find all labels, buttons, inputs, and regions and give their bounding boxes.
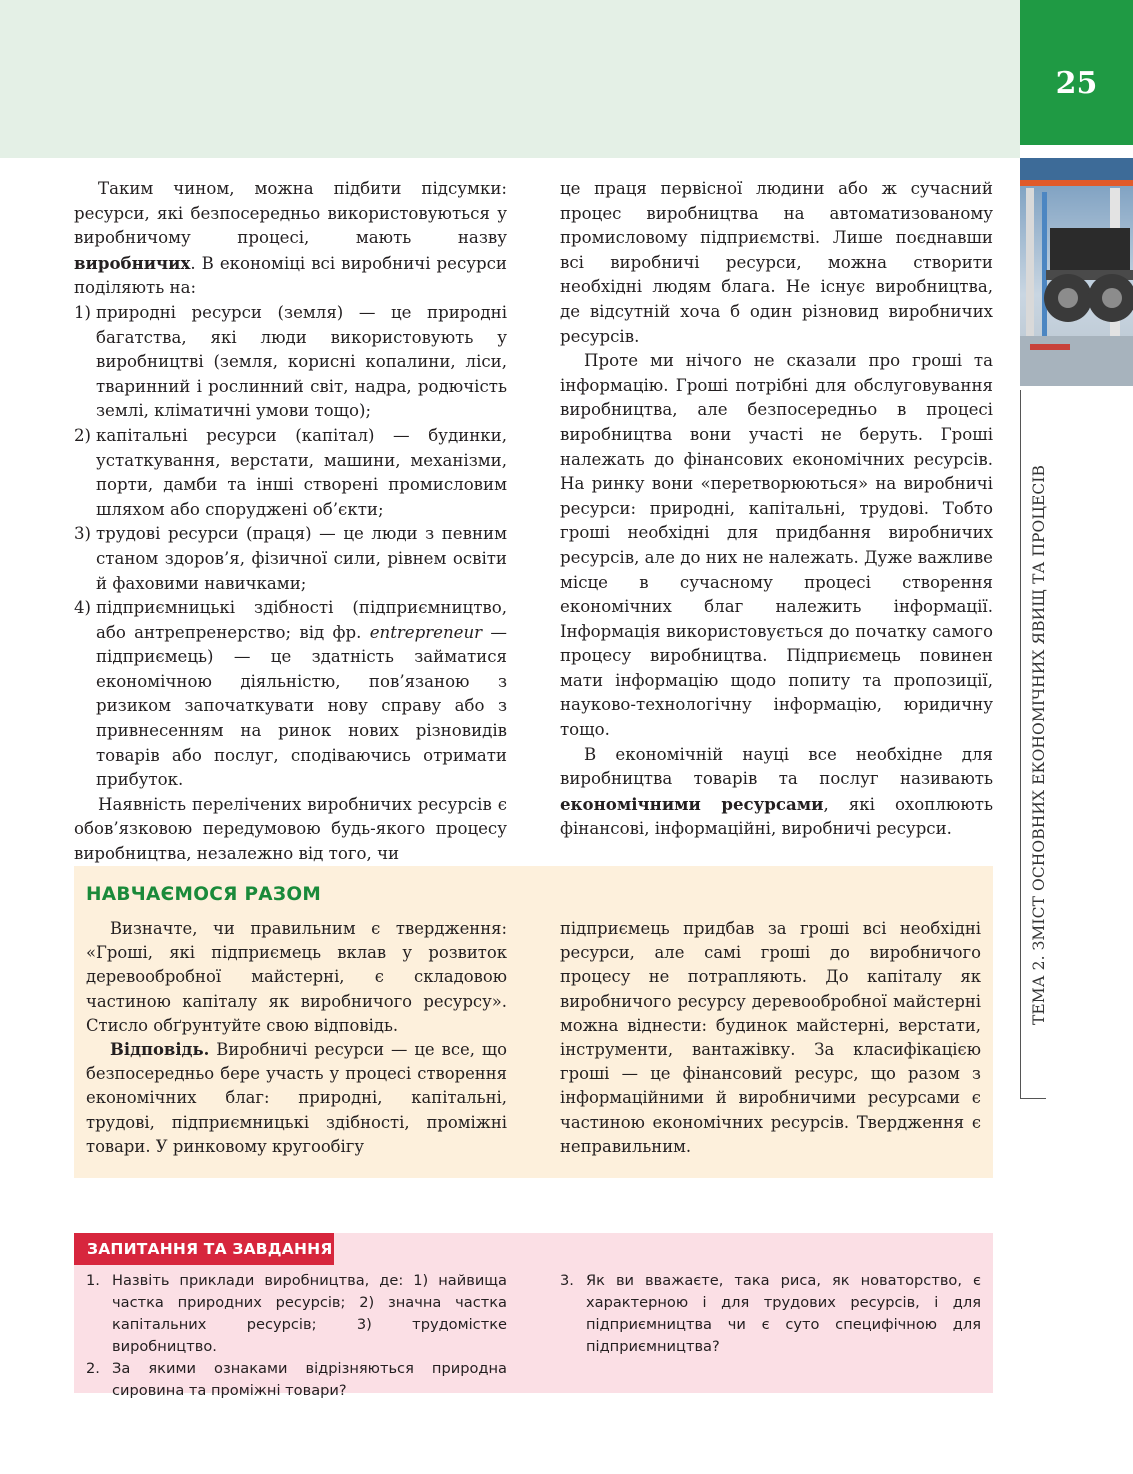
side-divider-foot <box>1020 1098 1046 1099</box>
factory-photo-illustration <box>1020 158 1133 386</box>
questions-right-column <box>560 1270 981 1358</box>
list-item-number: 3) <box>74 524 92 544</box>
list-item-text: природні ресурси (земля) — це природні багатства, які люди використовують у виробництві (земля, корисні копалини, ліси, тваринний і рослинний світ, надра, родючість землі, кліматичні умови тощо); <box>96 302 507 421</box>
learn-together-box <box>74 866 993 1178</box>
list-item <box>74 301 507 424</box>
page-number: 25 <box>1055 66 1098 101</box>
questions-title-bar <box>74 1233 334 1265</box>
answer-continuation: підприємець придбав за гроші всі необхідні ресурси, але самі гроші до виробничого процесу не потрапляють. До капіталу як виробничого ресурсу деревообробної майстерні можна віднести: будинок майстерні, верстати, інструменти, вантажівку. За класифікацією гроші — це фінансовий ресурс, що разом з інформаційними й виробничими ресурсами є частиною економічних ресурсів. Твердження є неправильним. <box>560 919 981 1156</box>
learn-left-column <box>86 917 507 1159</box>
list-item <box>74 596 507 793</box>
header-band <box>0 0 1020 158</box>
p3-term: економічними ресурсами <box>560 793 824 814</box>
question-text: Як ви вважаєте, така риса, як новаторство, є характерною і для трудових ресурсів, і для підприємництва чи є суто специфічною для підприємництва? <box>586 1272 981 1355</box>
question-item <box>86 1270 507 1358</box>
questions-title: ЗАПИТАННЯ ТА ЗАВДАННЯ <box>87 1240 333 1258</box>
intro-text-b: . В економіці всі виробничі ресурси поділяють на: <box>74 253 507 298</box>
list-item-text: капітальні ресурси (капітал) — будинки, устаткування, верстати, машини, механізми, порти, дамби та інші створені промисловим шляхом або споруджені об’єкти; <box>96 425 507 519</box>
question-item <box>86 1358 507 1402</box>
learn-right-column <box>560 917 981 1159</box>
continuation-paragraph: це праця первісної людини або ж сучасний процес виробництва на автоматизованому промисловому підприємстві. Лише поєднавши всі виробничі ресурси, можна створити необхідні людям блага. Не існує виробництва, де відсутній хоча б один різновид виробничих ресурсів. <box>560 179 993 346</box>
question-text: За якими ознаками відрізняються природна сировина та проміжні товари? <box>112 1360 507 1399</box>
side-divider <box>1020 390 1021 1099</box>
question-number: 1. <box>86 1272 100 1289</box>
list-item-number: 4) <box>74 598 92 618</box>
list-item <box>74 522 507 596</box>
list-item-number: 2) <box>74 425 92 445</box>
questions-box <box>74 1233 993 1399</box>
answer-text-a: Виробничі ресурси — це все, що безпосередньо бере участь у процесі створення економічних благ: природні, капітальні, трудові, підприємницькі здібності, проміжні товари. У ринковому кругообігу <box>86 1040 507 1156</box>
item4-foreign-term: entrepreneur <box>369 622 483 642</box>
question-number: 2. <box>86 1360 100 1377</box>
learn-question: Визначте, чи правильним є твердження: «Гроші, які підприємець вклав у розвиток деревообробної майстерні, є складовою частиною капіталу як виробничого ресурсу». Стисло обґрунтуйте свою відповідь. <box>86 919 507 1035</box>
item4-text-a: підприємницькі здібності (підприємництво, або антрепренерство; від фр. <box>96 598 507 642</box>
intro-text-a: Таким чином, можна підбити підсумки: ресурси, які безпосередньо використовуються у виробничому процесі, мають назву <box>74 179 507 248</box>
factory-photo <box>1020 158 1133 386</box>
answer-label: Відповідь. <box>110 1040 210 1060</box>
intro-term: виробничих <box>74 252 191 273</box>
intro-paragraph <box>74 177 507 301</box>
list-item-text <box>96 596 507 793</box>
learn-answer <box>86 1038 507 1159</box>
item4-text-b: — підприємець) — це здатність займатися економічною діяльністю, пов’язаною з ризиком започаткувати нову справу або з привнесенням на ринок нових різновидів товарів або послуг, сподіваючись отримати прибуток. <box>96 622 507 790</box>
economic-resources-paragraph <box>560 743 993 842</box>
list-item-text: трудові ресурси (праця) — це люди з певним станом здоров’я, фізичної сили, рівнем освіти й фаховими навичками; <box>96 524 507 593</box>
side-header <box>1024 400 1054 1090</box>
list-item-number: 1) <box>74 302 92 322</box>
closing-paragraph: Наявність перелічених виробничих ресурсів є обов’язковою передумовою будь-якого процесу виробництва, незалежно від того, чи <box>74 794 507 864</box>
right-column <box>560 177 993 842</box>
question-item <box>560 1270 981 1358</box>
learn-together-title: НАВЧАЄМОСЯ РАЗОМ <box>86 884 322 905</box>
question-number: 3. <box>560 1272 574 1289</box>
side-header-text: ТЕМА 2. ЗМІСТ ОСНОВНИХ ЕКОНОМІЧНИХ ЯВИЩ ТА ПРОЦЕСІВ <box>1030 464 1048 1026</box>
questions-left-column <box>86 1270 507 1402</box>
p3-text-a: В економічній науці все необхідне для виробництва товарів та послуг називають <box>560 744 993 789</box>
page-number-badge <box>1020 0 1133 145</box>
list-item <box>74 424 507 522</box>
p3-text-b: , які охоплюють фінансові, інформаційні, виробничі ресурси. <box>560 794 993 839</box>
money-info-paragraph: Проте ми нічого не сказали про гроші та інформацію. Гроші потрібні для обслуговування виробництва, але безпосередньо в процесі виробництва вони участі не беруть. Гроші належать до фінансових економічних ресурсів. На ринку вони «перетворюються» на виробничі ресурси: природні, капітальні, трудові. Тобто гроші необхідні для придбання виробничих ресурсів, але до них не належать. Дуже важливе місце в сучасному процесі створення економічних благ належить інформації. Інформація використовується до початку самого процесу виробництва. Підприємець повинен мати інформацію щодо попиту та пропозиції, науково-технологічну інформацію, юридичну тощо. <box>560 351 993 740</box>
left-column <box>74 177 507 867</box>
question-text: Назвіть приклади виробництва, де: 1) найвища частка природних ресурсів; 2) значна частка капітальних ресурсів; 3) трудомістке виробництво. <box>112 1272 507 1355</box>
